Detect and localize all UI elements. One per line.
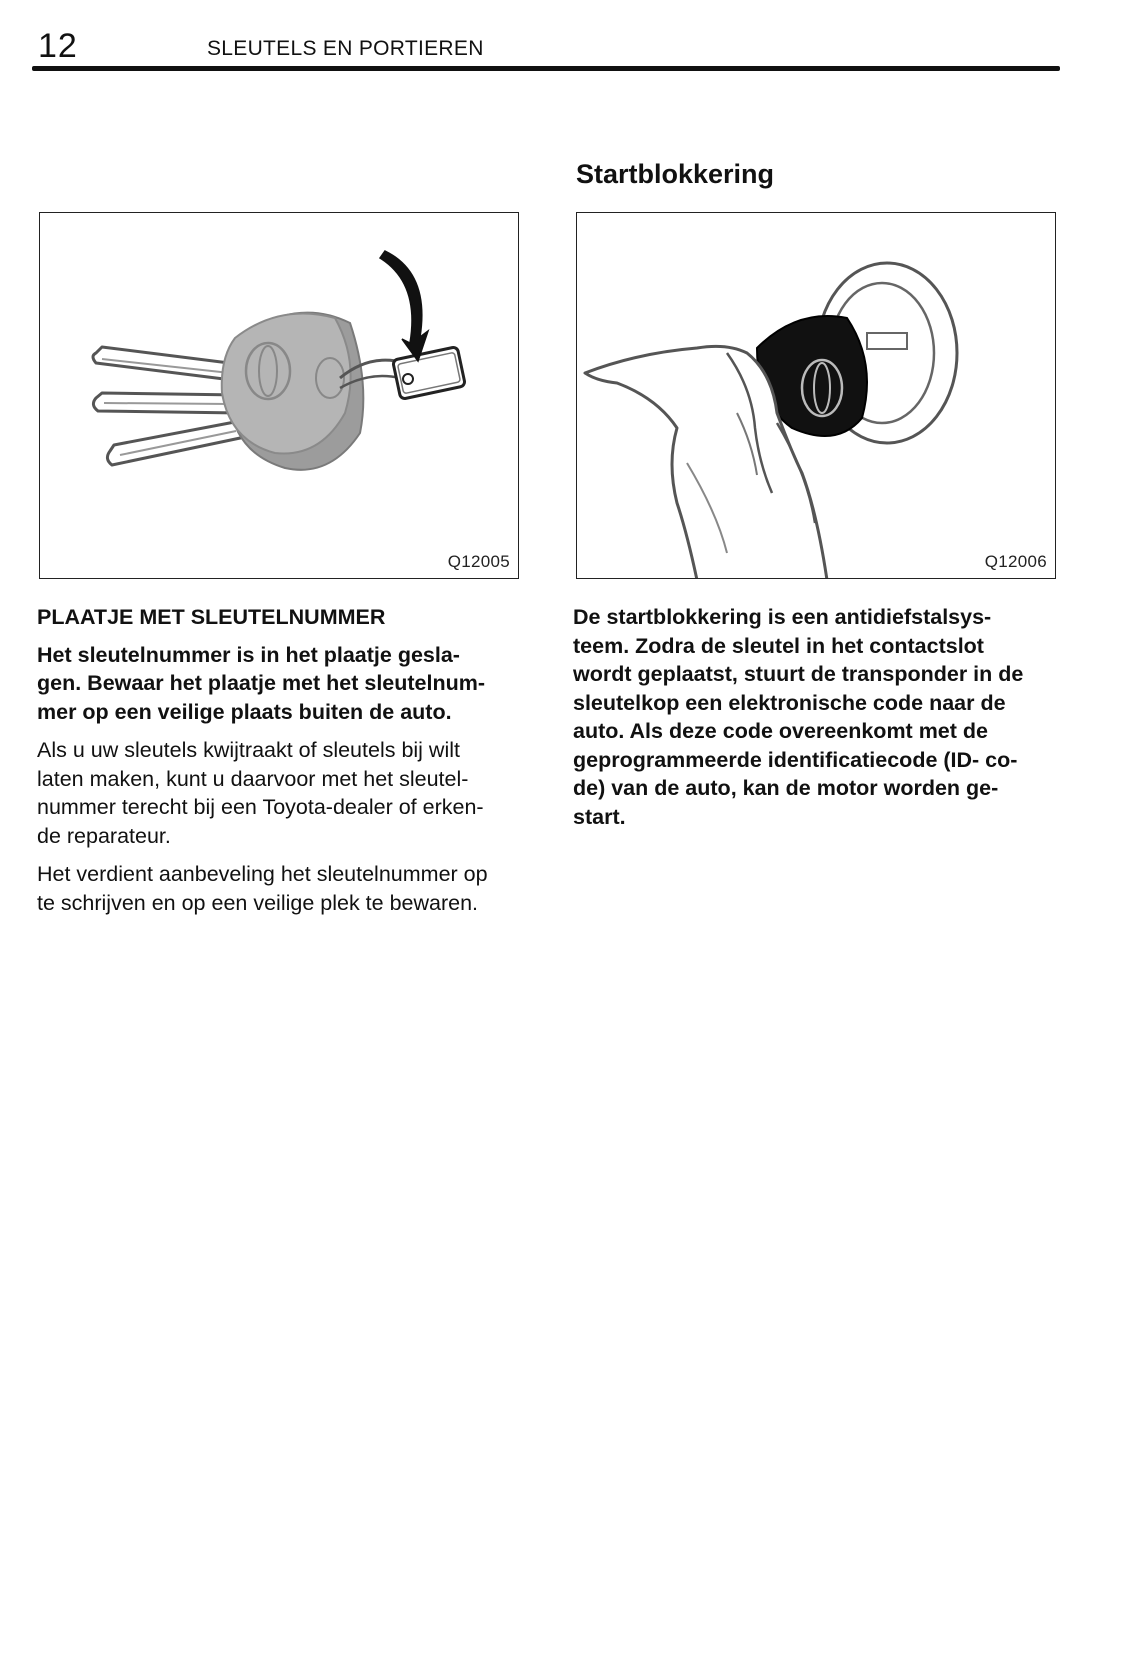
key-blade-3 — [107, 421, 245, 465]
key-number-plate — [393, 347, 466, 400]
text-line: auto. Als deze code overeenkomt met de — [573, 719, 988, 743]
text-line: Het verdient aanbeveling het sleutelnummer op — [37, 862, 488, 886]
text-line: nummer terecht bij een Toyota‑dealer of erken- — [37, 795, 484, 819]
figure-code-right: Q12006 — [984, 552, 1047, 571]
figure-key-in-ignition — [576, 212, 1056, 579]
text-line: mer op een veilige plaats buiten de auto. — [37, 699, 452, 724]
paragraph-recommendation — [37, 860, 527, 917]
subheading-key-number-plate: PLAATJE MET SLEUTELNUMMER — [37, 605, 386, 629]
paragraph-lost-keys — [37, 736, 527, 850]
text-line: geprogrammeerde identificatiecode (ID- co- — [573, 747, 1018, 772]
immobilizer-description — [573, 603, 1068, 831]
page-number: 12 — [38, 27, 78, 65]
figure-keys-with-number-plate — [39, 212, 519, 579]
running-header: SLEUTELS EN PORTIEREN — [207, 37, 484, 60]
text-line: de) van de auto, kan de motor worden ge- — [573, 776, 999, 800]
text-line: de reparateur. — [37, 823, 171, 848]
section-title-startblokkering: Startblokkering — [576, 159, 775, 189]
text-line: start. — [573, 804, 626, 829]
figure-code-left: Q12005 — [447, 552, 510, 571]
text-line: laten maken, kunt u daarvoor met het sleutel- — [37, 766, 469, 791]
text-line: wordt geplaatst, stuurt de transponder in de — [573, 662, 1024, 686]
left-text-column — [37, 603, 527, 927]
ignition-illustration — [577, 213, 1056, 579]
key-blade-2 — [93, 393, 240, 413]
text-line: sleutelkop een elektronische code naar de — [573, 690, 1006, 715]
bold-paragraph — [37, 641, 527, 727]
text-line: Het sleutelnummer is in het plaatje gesla- — [37, 642, 460, 667]
header-rule — [32, 66, 1060, 71]
text-line: gen. Bewaar het plaatje met het sleutelnum- — [37, 671, 486, 695]
key-head-front — [222, 314, 351, 454]
text-line: Als u uw sleutels kwijtraakt of sleutels bij wilt — [37, 738, 460, 762]
text-line: te schrijven en op een veilige plek te bewaren. — [37, 890, 479, 915]
arrow-icon — [380, 251, 428, 361]
right-text-column — [573, 603, 1068, 841]
text-line: De startblokkering is een antidiefstalsys- — [573, 605, 992, 629]
text-line: teem. Zodra de sleutel in het contactslot — [573, 633, 984, 658]
keys-illustration — [40, 213, 519, 579]
